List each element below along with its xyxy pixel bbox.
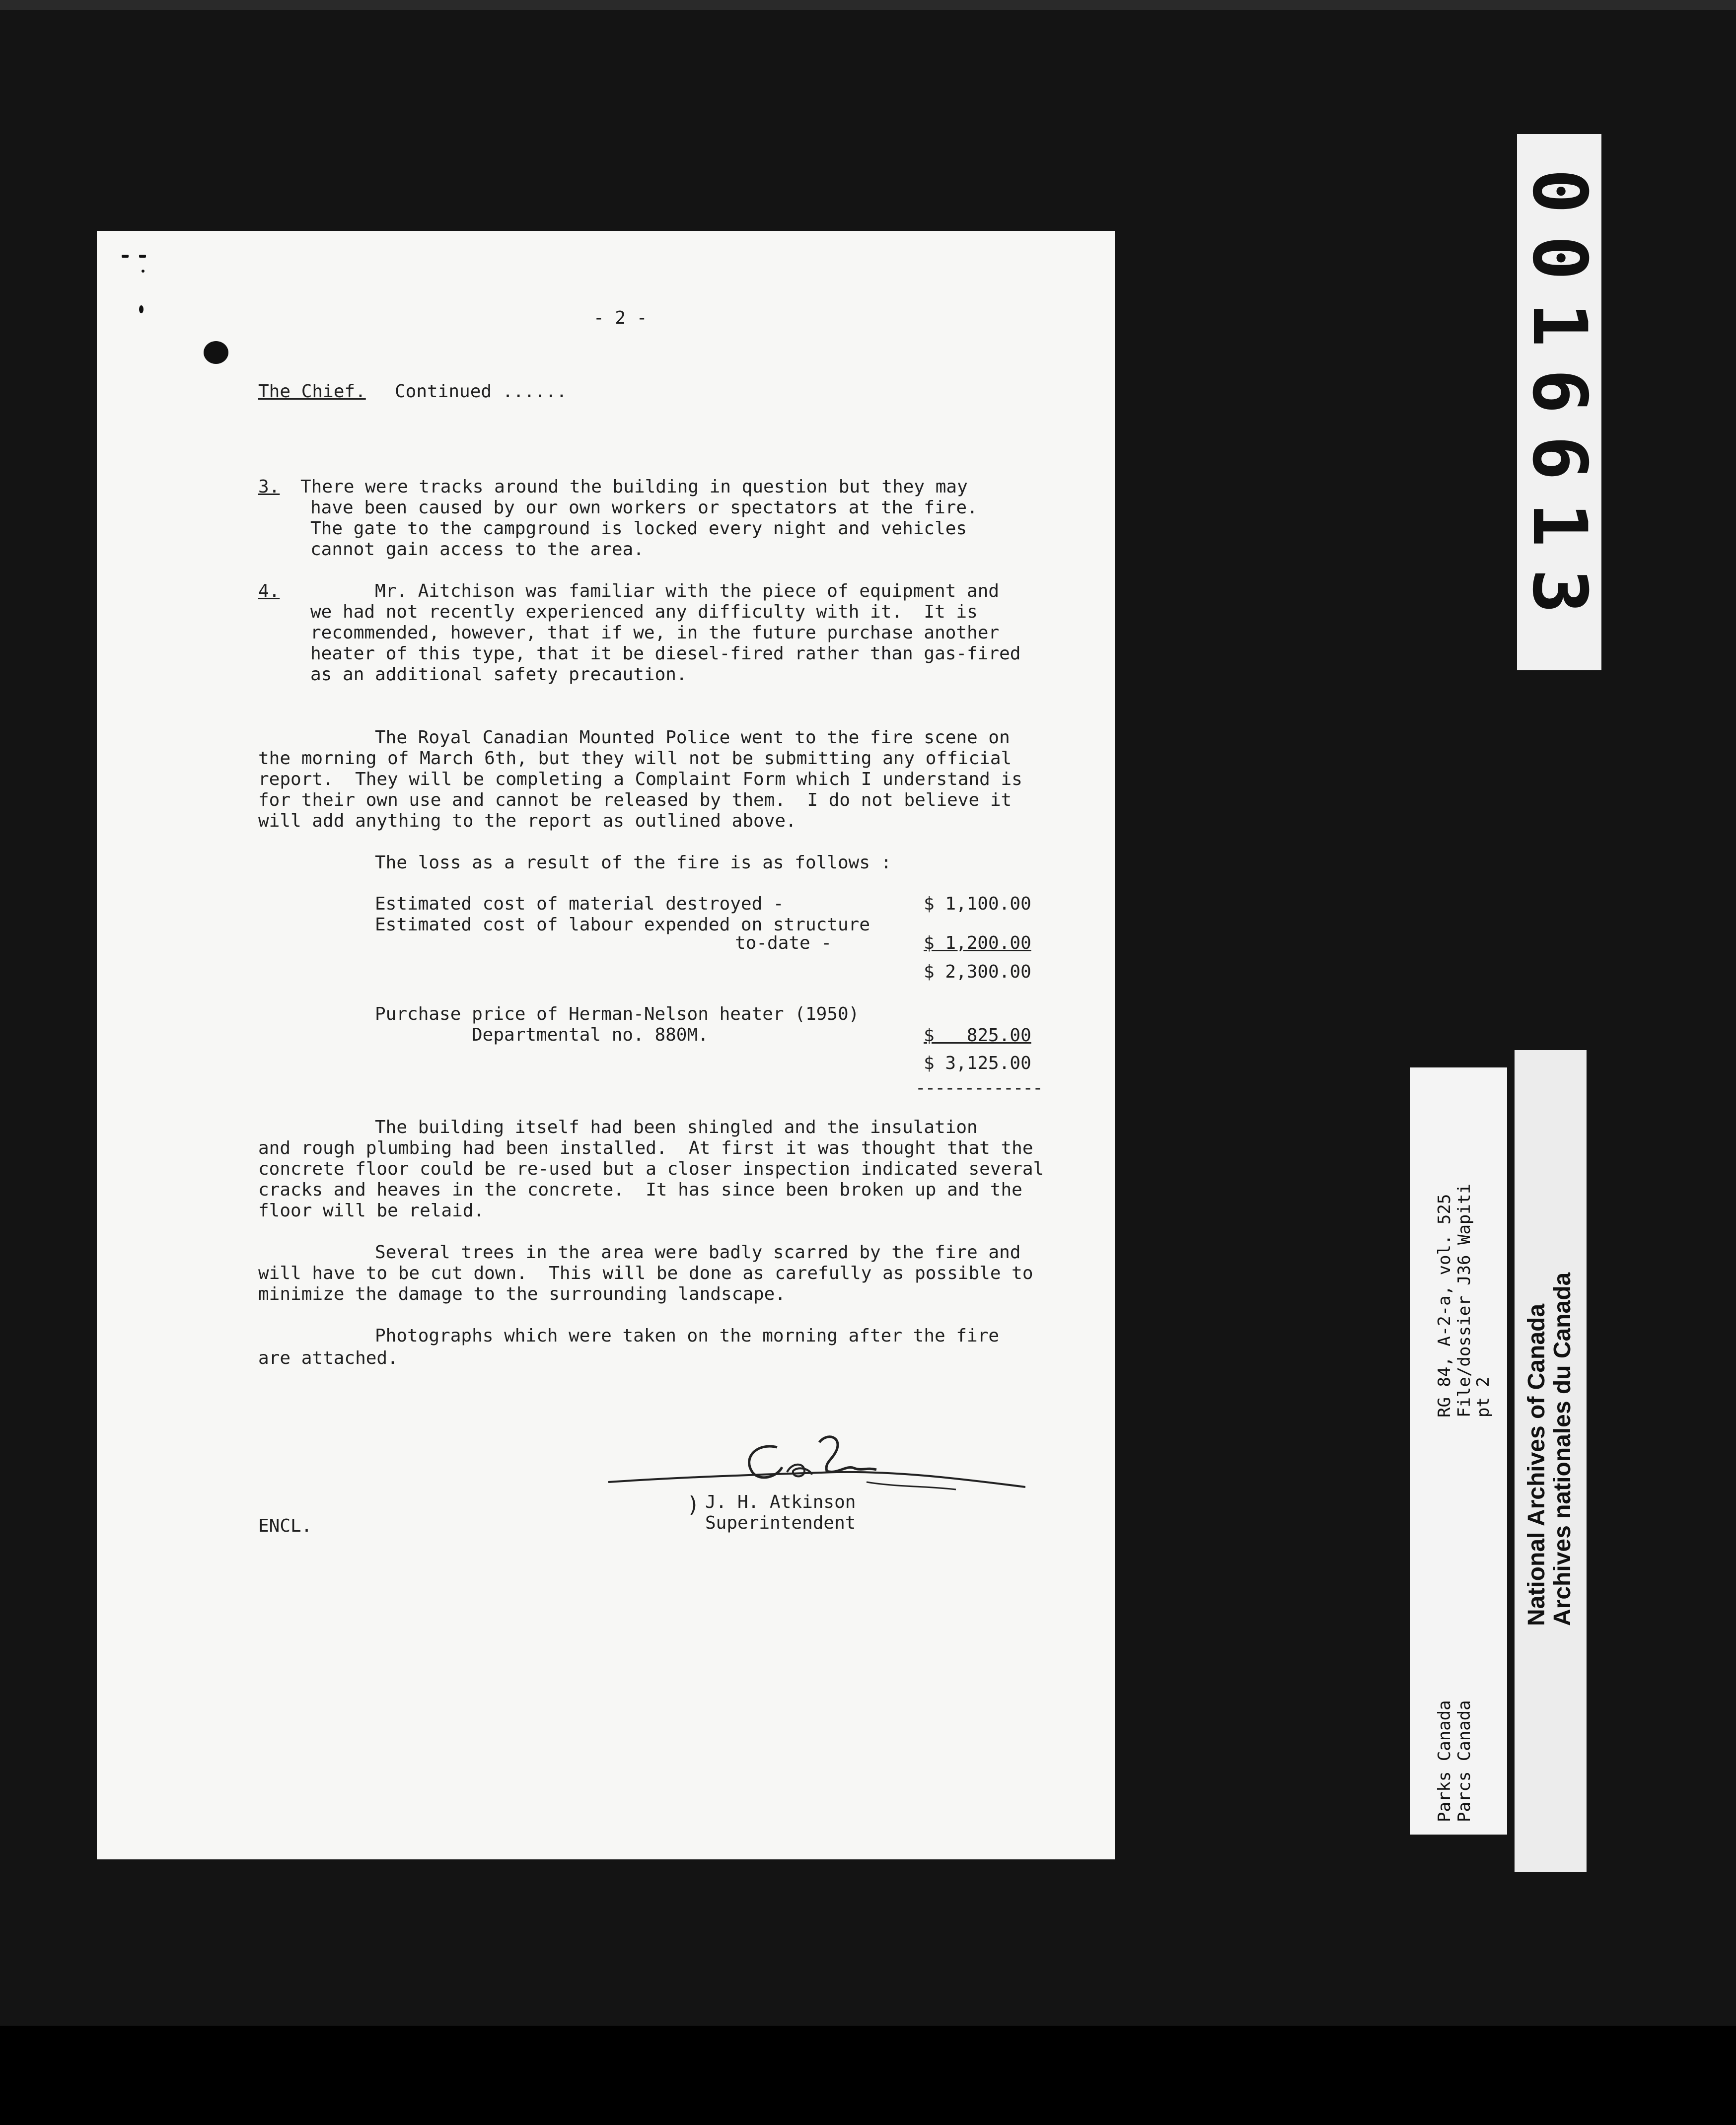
signatory-name: J. H. Atkinson: [705, 1492, 856, 1512]
loss-amount: $ 1,100.00: [924, 894, 1031, 914]
item-line: as an additional safety precaution.: [310, 664, 687, 685]
agency-line: Parks Canada: [1435, 1700, 1454, 1822]
agency-line: Parcs Canada: [1454, 1700, 1474, 1822]
archives-line: Archives nationales du Canada: [1549, 1272, 1576, 1626]
archives-line: National Archives of Canada: [1523, 1303, 1550, 1626]
document-page: [97, 231, 1115, 1859]
reference-label: [1410, 1067, 1507, 1835]
stray-mark: [122, 255, 129, 258]
paragraph-line: The Royal Canadian Mounted Police went to the fire scene on: [375, 727, 1010, 748]
loss-label: Estimated cost of material destroyed -: [375, 894, 784, 914]
paragraph-line: The building itself had been shingled and the insulation: [375, 1117, 978, 1137]
ink-blot: [204, 341, 228, 364]
item-number: 4.: [258, 581, 280, 601]
loss-label: to-date -: [735, 933, 832, 953]
paragraph-line: the morning of March 6th, but they will not be submitting any official: [258, 748, 1012, 769]
paragraph-line: concrete floor could be re-used but a closer inspection indicated several: [258, 1159, 1044, 1179]
paragraph-line: floor will be relaid.: [258, 1201, 485, 1221]
enclosure-note: ENCL.: [258, 1516, 312, 1536]
loss-label: Purchase price of Herman-Nelson heater (1950): [375, 1004, 860, 1024]
loss-label: Departmental no. 880M.: [472, 1025, 709, 1045]
item-line: recommended, however, that if we, in the future purchase another: [310, 623, 1000, 643]
bracket-mark: ): [687, 1492, 700, 1517]
paragraph-line: and rough plumbing had been installed. At first it was thought that the: [258, 1138, 1033, 1158]
loss-intro: The loss as a result of the fire is as follows :: [375, 852, 892, 873]
reference-line: RG 84, A-2-a, vol. 525: [1435, 1194, 1454, 1417]
item-line: heater of this type, that it be diesel-fired rather than gas-fired: [310, 643, 1021, 664]
loss-label: Estimated cost of labour expended on structure: [375, 915, 870, 935]
reference-line: File/dossier J36 Wapiti: [1454, 1184, 1474, 1417]
paragraph-line: for their own use and cannot be released by them. I do not believe it: [258, 790, 1012, 810]
archives-label: [1515, 1050, 1587, 1872]
paragraph-line: Photographs which were taken on the morning after the fire: [375, 1326, 1000, 1346]
loss-amount: $ 1,200.00: [924, 933, 1031, 953]
item-number: 3.: [258, 477, 280, 497]
item-line: There were tracks around the building in question but they may: [300, 477, 968, 497]
paragraph-line: report. They will be completing a Complaint Form which I understand is: [258, 769, 1022, 789]
item-line: we had not recently experienced any difficulty with it. It is: [310, 602, 978, 622]
paragraph-line: are attached.: [258, 1348, 398, 1368]
film-edge-bottom: [0, 2026, 1736, 2125]
paragraph-line: will have to be cut down. This will be done as carefully as possible to: [258, 1263, 1033, 1283]
item-line: cannot gain access to the area.: [310, 539, 644, 560]
film-edge-top: [0, 0, 1736, 10]
loss-total: $ 3,125.00: [924, 1053, 1031, 1073]
stray-mark: [142, 270, 145, 273]
loss-amount: $ 825.00: [924, 1025, 1031, 1046]
item-line: Mr. Aitchison was familiar with the piece of equipment and: [375, 581, 1000, 601]
signatory-title: Superintendent: [705, 1513, 856, 1533]
addressee: The Chief.: [258, 381, 366, 402]
paragraph-line: will add anything to the report as outlined above.: [258, 811, 796, 831]
item-line: have been caused by our own workers or spectators at the fire.: [310, 497, 978, 518]
paragraph-line: minimize the damage to the surrounding landscape.: [258, 1284, 786, 1304]
total-rule: -------------: [915, 1078, 1042, 1098]
frame-number-label: [1517, 134, 1601, 670]
stray-mark: [139, 305, 144, 313]
paragraph-line: cracks and heaves in the concrete. It has since been broken up and the: [258, 1180, 1022, 1200]
loss-subtotal: $ 2,300.00: [924, 962, 1031, 982]
reference-line: pt 2: [1473, 1377, 1493, 1417]
paragraph-line: Several trees in the area were badly scarred by the fire and: [375, 1242, 1021, 1263]
stray-mark: [139, 255, 146, 258]
page-number: - 2 -: [593, 308, 648, 328]
continued-label: Continued ......: [395, 381, 567, 402]
frame-number: 0016613: [1516, 168, 1602, 636]
item-line: The gate to the campground is locked every night and vehicles: [310, 518, 967, 539]
